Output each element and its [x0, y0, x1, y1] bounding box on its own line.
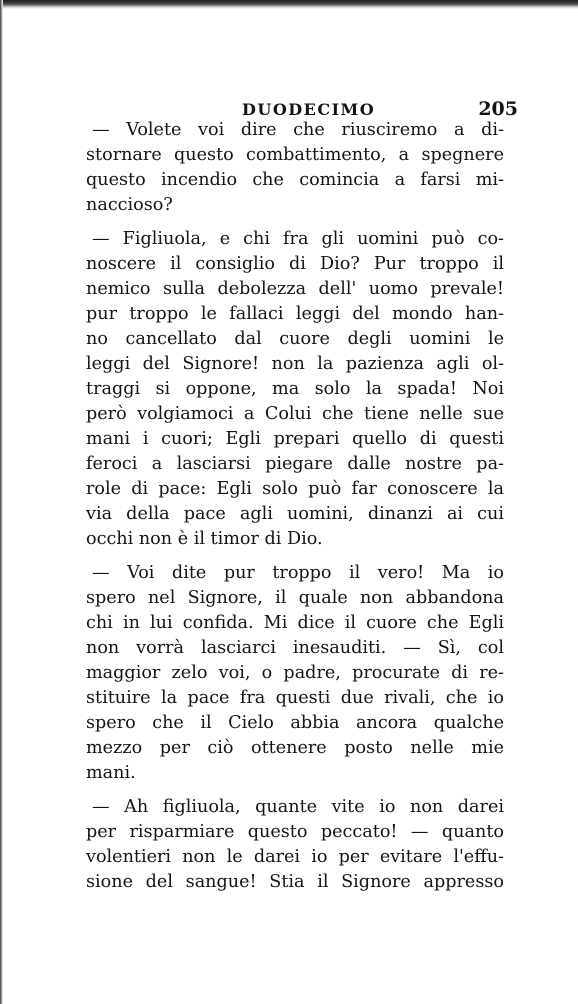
- text-line: traggi si oppone, ma solo la spada! Noi: [86, 379, 504, 399]
- text-line: sione del sangue! Stia il Signore appresso: [86, 872, 504, 892]
- paragraph: [86, 118, 504, 218]
- text-line: no cancellato dal cuore degli uomini le: [86, 329, 504, 349]
- text-line: mani i cuori; Egli prepari quello di questi: [86, 429, 504, 449]
- running-title: DUODECIMO: [242, 100, 376, 119]
- paragraph: [86, 227, 504, 552]
- text-line: leggi del Signore! non la pazienza agli ol-: [86, 354, 504, 374]
- page-number: 205: [478, 98, 518, 120]
- text-line: stornare questo combattimento, a spegnere: [86, 145, 504, 165]
- page-binding-edge: [0, 0, 3, 1004]
- text-line: naccioso?: [86, 195, 173, 215]
- page-top-edge: [0, 0, 578, 9]
- text-line: — Ah figliuola, quante vite io non darei: [92, 797, 504, 817]
- paragraph: [86, 561, 504, 786]
- body-text: [86, 118, 504, 904]
- text-line: volentieri non le darei io per evitare l'effu-: [86, 847, 504, 867]
- paragraph: [86, 795, 504, 895]
- text-line: pur troppo le fallaci leggi del mondo han-: [86, 304, 504, 324]
- text-line: per risparmiare questo peccato! — quanto: [86, 822, 504, 842]
- text-line: spero nel Signore, il quale non abbandona: [86, 588, 504, 608]
- text-line: occhi non è il timor di Dio.: [86, 529, 323, 549]
- text-line: role di pace: Egli solo può far conoscere la: [86, 479, 504, 499]
- text-line: spero che il Cielo abbia ancora qualche: [86, 713, 504, 733]
- text-line: via della pace agli uomini, dinanzi ai cui: [86, 504, 504, 524]
- text-line: nemico sulla debolezza dell' uomo prevale!: [86, 279, 504, 299]
- text-line: feroci a lasciarsi piegare dalle nostre pa-: [86, 454, 504, 474]
- text-line: — Volete voi dire che riusciremo a di-: [92, 120, 504, 140]
- text-line: questo incendio che comincia a farsi mi-: [86, 170, 504, 190]
- text-line: mani.: [86, 763, 136, 783]
- text-line: mezzo per ciò ottenere posto nelle mie: [86, 738, 504, 758]
- text-line: — Voi dite pur troppo il vero! Ma io: [92, 563, 504, 583]
- text-line: chi in lui confida. Mi dice il cuore che Egli: [86, 613, 504, 633]
- text-line: — Figliuola, e chi fra gli uomini può co-: [92, 229, 504, 249]
- text-line: però volgiamoci a Colui che tiene nelle sue: [86, 404, 504, 424]
- text-line: non vorrà lasciarci inesauditi. — Sì, col: [86, 638, 504, 658]
- text-line: noscere il consiglio di Dio? Pur troppo il: [86, 254, 504, 274]
- text-line: stituire la pace fra questi due rivali, che io: [86, 688, 504, 708]
- text-line: maggior zelo voi, o padre, procurate di re-: [86, 663, 504, 683]
